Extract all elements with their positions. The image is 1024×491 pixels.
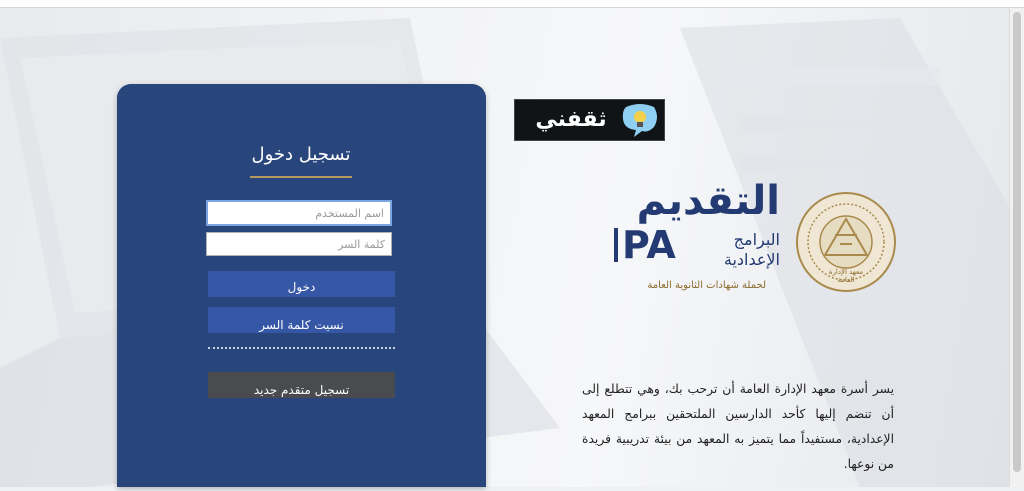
title-underline [250, 176, 352, 178]
thaqafni-logo [514, 99, 665, 141]
thaqafni-word: ثقفني [535, 107, 607, 132]
register-new-applicant-button[interactable]: تسجيل متقدم جديد [208, 372, 395, 398]
scrollbar-thumb[interactable] [1013, 12, 1021, 472]
lightbulb-speech-bubble-icon [620, 103, 660, 137]
pa-mark: PA [614, 228, 676, 262]
taqdeem-programs-text: البرامج [733, 230, 780, 249]
dotted-divider [208, 347, 395, 349]
taqdeem-subtitle: لحملة شهادات الثانوية العامة [647, 280, 766, 291]
login-title-block [250, 142, 352, 178]
password-input[interactable] [206, 232, 392, 256]
forgot-password-button[interactable]: نسيت كلمة السر [208, 307, 395, 333]
institute-seal-name: معهد الإدارة العامة [828, 268, 864, 284]
login-title: تسجيل دخول [251, 144, 351, 165]
vertical-scrollbar[interactable] [1009, 8, 1024, 487]
welcome-paragraph: يسر أسرة معهد الإدارة العامة أن ترحب بك، وهي تتطلع إلى أن تنضم إليها كأحد الدارسين الملتحقين ببرامج المعهد الإعدادية، مستفيداً مما يتميز به المعهد من بيئة تدريبية فريدة من نوعها. [582, 382, 894, 472]
taqdeem-preparatory-text: الإعدادية [723, 250, 780, 269]
taqdeem-program-logo [612, 178, 782, 294]
username-input[interactable] [206, 200, 392, 226]
taqdeem-title: التقديم [636, 178, 780, 224]
login-button[interactable]: دخول [208, 271, 395, 297]
browser-top-edge [0, 0, 1024, 8]
